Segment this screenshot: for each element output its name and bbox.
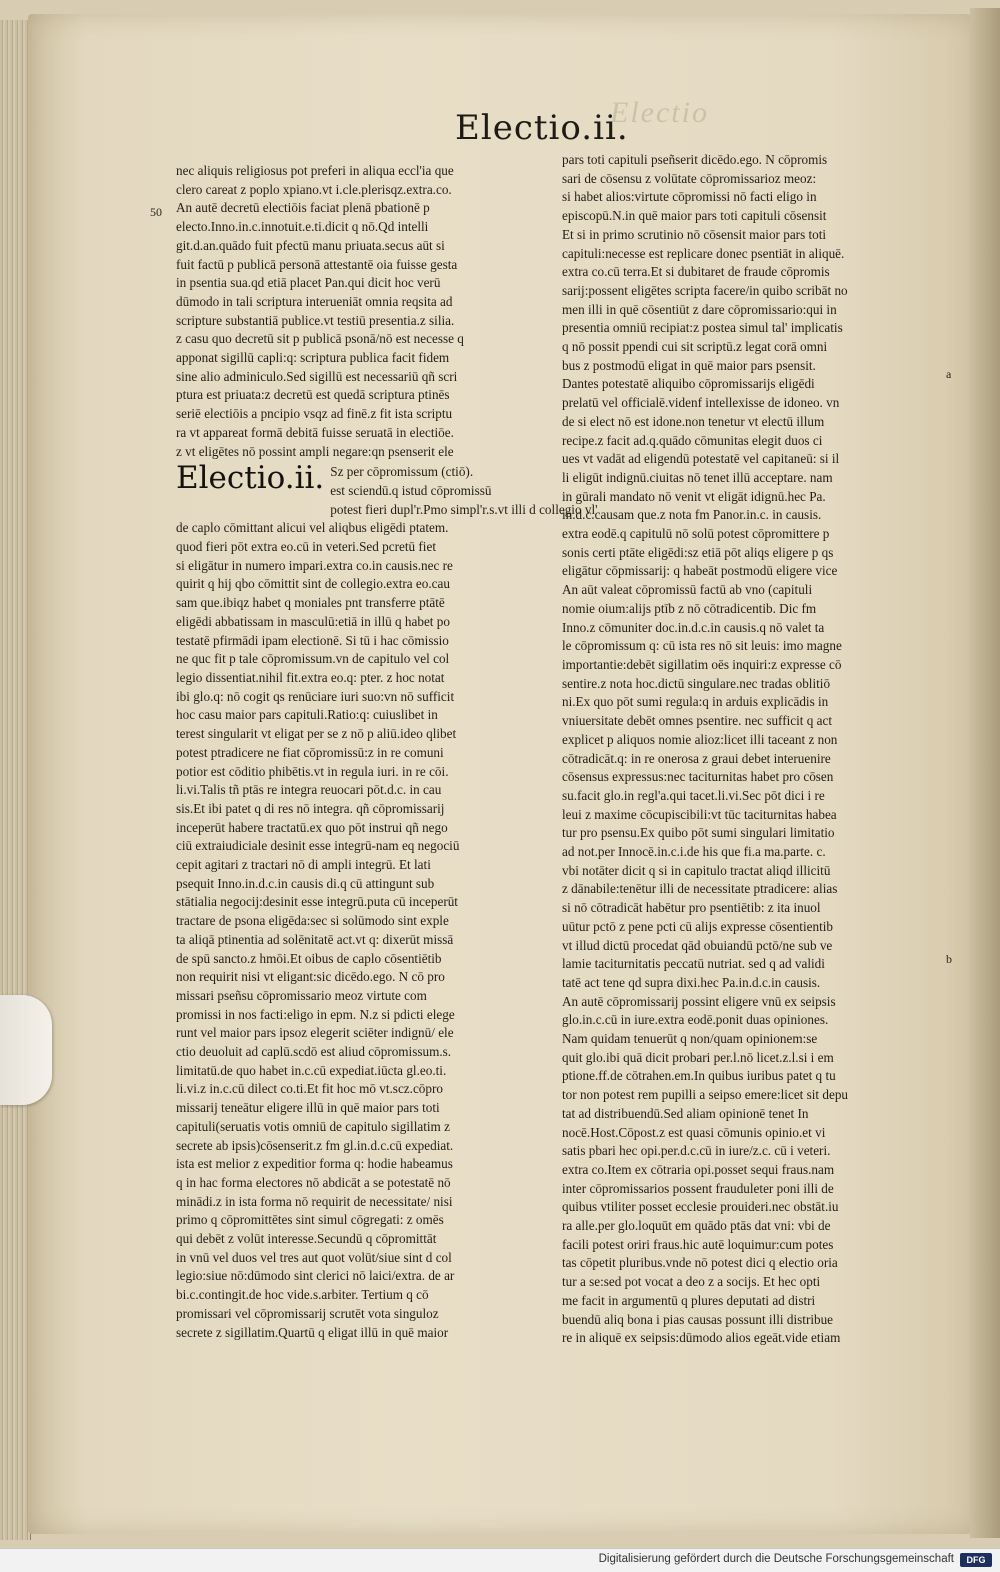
text-line: ra alle.per glo.loquūt em quādo ptās dat vni: vbi de	[562, 1218, 831, 1234]
text-line: ista est melior z expeditior forma q: hodie habeamus	[176, 1156, 453, 1172]
text-line: tas cōpetit pluribus.vnde nō potest dici q electio oria	[562, 1255, 838, 1271]
book-page-edges	[0, 20, 31, 1540]
text-line: si nō cōtradicāt habētur pro psentiētib: z ita inuol	[562, 900, 821, 916]
text-line: limitatū.de quo habet in.c.cū expediat.iūcta gl.eo.ti.	[176, 1062, 447, 1078]
text-line: z vt eligētes nō possint ampli negare:qn psenserit ele	[176, 443, 454, 459]
text-line: in vnū vel duos vel tres aut quot volūt/siue sint d col	[176, 1249, 452, 1265]
text-line: nocē.Host.Cōpost.z est quasi cōmunis opinio.et vi	[562, 1124, 826, 1140]
text-line: Sz per cōpromissum (ctiō).	[330, 464, 474, 480]
text-line: buendū aliq bona i pias causas possunt illi distribue	[562, 1311, 834, 1327]
rubric-side-text	[330, 463, 597, 519]
text-line: apponat sigillū capli:q: scriptura publica facit fidem	[176, 350, 450, 366]
text-line: glo.in.c.cū in iure.extra eodē.ponit duas opiniones.	[562, 1012, 829, 1028]
text-line: hoc casu maior pars capituli.Ratio:q: cuiuslibet in	[176, 707, 438, 723]
text-line: extra eodē.q capitulū nō solū potest cōpromittere p	[562, 526, 830, 542]
text-line: est sciendū.q istud cōpromissū	[330, 482, 492, 498]
text-line: cepit agitari z tractari nō di ampli integrū. Et lati	[176, 857, 431, 873]
footer-bar	[0, 1548, 1000, 1572]
text-line: me facit in argumentū q plures deputati ad distri	[562, 1292, 816, 1308]
text-line: dūmodo in tali scriptura interueniāt omnia reqsita ad	[176, 293, 453, 309]
text-line: scripture substantiā publice.vt testiū presentia.z silia.	[176, 312, 455, 328]
text-line: sarij:possent eligētes scripta facere/in quibo scribāt no	[562, 282, 848, 298]
text-line: extra co.Item ex cōtraria opi.posset sequi fraus.nam	[562, 1161, 835, 1177]
text-line: electo.Inno.in.c.innotuit.e.ti.dicit q nō.Qd intelli	[176, 219, 429, 235]
left-text-column	[176, 162, 598, 1342]
text-line: terest singularit vt eligat per se z nō p aliū.ideo qlibet	[176, 726, 457, 742]
text-line: promissi in nos facti:eligo in epm. N.z si pdicti elege	[176, 1006, 455, 1022]
left-column-paragraph-bottom	[176, 519, 552, 1342]
text-line: tractare de psona eligēda:sec si solūmodo sint exple	[176, 913, 449, 929]
text-line: li.vi.Talis tñ ptās re integra reuocari pōt.d.c. in cau	[176, 782, 442, 798]
text-line: eligātur cōpmissarij: q habeāt postmodū eligere vice	[562, 563, 838, 579]
show-through-heading: Electio	[610, 96, 709, 129]
text-line: quibus vtiliter posset ecclesie prouideri.nec obstāt.iu	[562, 1199, 839, 1215]
text-line: tat ad distribuendū.Sed aliam opinionē tenet In	[562, 1105, 809, 1121]
text-line: q nō possit ppendi cui sit scriptū.z legat corā omni	[562, 339, 828, 355]
dfg-logo: DFG	[960, 1553, 992, 1567]
text-line: secrete z sigillatim.Quartū q eligat illū in quē maior	[176, 1324, 449, 1340]
text-line: bus z postmodū eligat in quē maior pars psensit.	[562, 357, 816, 373]
text-line: vniuersitate debēt omnes psentire. nec sufficit q act	[562, 713, 833, 729]
text-line: legio:siue nō:dūmodo sint clerici nō laici/extra. de ar	[176, 1268, 455, 1284]
text-line: primo q cōpromittētes sint simul cōgregati: z omēs	[176, 1212, 444, 1228]
margin-number-left: 50	[150, 205, 162, 219]
text-line: ra vt appareat formā debitā fuisse seruatā in electiōe.	[176, 424, 454, 440]
text-line: sentire.z nota hoc.dictū singulare.nec tradas oblitiō	[562, 675, 831, 691]
next-leaf-edge	[970, 8, 1000, 1538]
text-line: git.d.an.quādo fuit pfectū manu priuata.secus aūt si	[176, 237, 445, 253]
text-line: ni.Ex quo pōt sumi regula:q in arduis explicādis in	[562, 694, 829, 710]
text-line: testatē pfirmādi ipam electionē. Si tū i hac cōmissio	[176, 632, 449, 648]
text-line: z casu quo decretū sit p publicā psonā/nō est necesse q	[176, 331, 464, 347]
text-line: tur a se:sed pot vocat a deo z a socijs. Et hec opti	[562, 1274, 821, 1290]
text-line: sonis certi ptāte eligēdi:sz etiā pōt aliqs eligere p qs	[562, 544, 834, 560]
text-line: sis.Et ibi patet q di res nō integra. qñ cōpromissarij	[176, 800, 445, 816]
text-line: seriē electiōis a pncipio vsqz ad finē.z fit ista scriptu	[176, 406, 453, 422]
text-line: uūtur pctō z pene pcti cū alijs expresse cōsentientib	[562, 918, 833, 934]
text-line: ctio deuoluit ad caplū.scdō est aliud cōpromissum.s.	[176, 1044, 452, 1060]
text-line: sam que.ibiqz habet q moniales pnt transferre ptātē	[176, 595, 445, 611]
text-line: le cōpromissum q: cū ista res nō sit leuis: imo magne	[562, 638, 842, 654]
text-line: ibi glo.q: nō cogit qs renūciare iuri suo:vn nō sufficit	[176, 688, 455, 704]
text-line: importantie:debēt sigillatim oēs inquiri:z expresse cō	[562, 656, 842, 672]
text-line: satis pbari hec opi.per.d.c.cū in iure/z.c. cū i veteri.	[562, 1143, 831, 1159]
text-line: Nam quidam tenuerūt q non/quam opinionem:se	[562, 1031, 818, 1047]
text-line: bi.c.contingit.de hoc vide.s.arbiter. Tertium q cō	[176, 1287, 429, 1303]
text-line: fuit factū p publicā personā attestantē oia fuisse gesta	[176, 256, 458, 272]
text-line: si habet alios:virtute cōpromissi nō facti eligo in	[562, 189, 817, 205]
text-line: ad not.per Innocē.in.c.i.de his que fi.a ma.parte. c.	[562, 844, 826, 860]
text-line: in psentia sua.qd etiā placet Pan.qui dicit hoc verū	[176, 275, 441, 291]
text-line: quit glo.ibi quā dicit probari per.l.nō licet.z.l.si i em	[562, 1049, 834, 1065]
text-line: recipe.z facit ad.q.quādo cōmunitas elegit duos ci	[562, 432, 823, 448]
text-line: prelatū vel officialē.videnf intellexisse de idoneo. vn	[562, 395, 840, 411]
text-line: lamie taciturnitatis peccatū nutriat. sed q ad validi	[562, 956, 825, 972]
text-line: quod fieri pōt extra eo.cū in veteri.Sed pcretū fiet	[176, 539, 436, 555]
text-line: ptura est priuata:z decretū est quedā scriptura ptinēs	[176, 387, 450, 403]
text-line: vt illud dictū procedat qād obuiandū pctō/ne sub ve	[562, 937, 833, 953]
text-line: cōtradicāt.q: in re onerosa z graui debet interuenire	[562, 750, 831, 766]
text-line: quirit q hij qbo cōmittit sint de collegio.extra eo.cau	[176, 576, 450, 592]
text-line: minādi.z in ista forma nō requirit de necessitate/ nisi	[176, 1193, 453, 1209]
text-line: nec aliquis religiosus pot preferi in aliqua eccl'ia que	[176, 163, 454, 178]
text-line: qui debēt z volūt interesse.Secundū q cōpromittāt	[176, 1231, 437, 1247]
running-head: Electio.ii.	[455, 108, 629, 148]
text-line: psequit Inno.in.d.c.in causis di.q cū attingunt sub	[176, 875, 435, 891]
page-holder-tab	[0, 995, 52, 1105]
text-line: li.vi.z in.c.cū dilect co.ti.Et fit hoc mō vt.scz.cōpro	[176, 1081, 443, 1097]
text-line: Inno.z cōmuniter doc.in.d.c.in causis.q nō valet ta	[562, 619, 825, 635]
text-line: in.d.c.causam que.z nota fm Panor.in.c. in causis.	[562, 507, 822, 523]
text-line: potest fieri dupl'r.Pmo simpl'r.s.vt illi d collegio vl'	[330, 501, 598, 517]
text-line: ues vt vadāt ad eligendū potestatē vel capitaneū: si il	[562, 451, 840, 467]
text-line: cōsensus expressus:nec taciturnitas habet pro cōsen	[562, 769, 834, 785]
text-line: inter cōpromissarios possent frauduleter poni illi de	[562, 1180, 834, 1196]
text-line: su.facit glo.in regl'a.qui tacet.li.vi.Sec pōt dici i re	[562, 787, 825, 803]
footer-credit: Digitalisierung gefördert durch die Deutsche Forschungsgemeinschaft	[598, 1553, 954, 1565]
text-line: An aūt valeat cōpromissū factū ab vno (capituli	[562, 582, 813, 598]
text-line: episcopū.N.in quē maior pars toti capituli cōsensit	[562, 208, 827, 224]
text-line: ne quc fit p tale cōpromissum.vn de capitulo vel col	[176, 651, 450, 667]
margin-letter-b: b	[946, 952, 952, 966]
text-line: q in hac forma electores nō abdicāt a se potestatē nō	[176, 1174, 451, 1190]
text-line: ptione.ff.de cōtrahen.em.In quibus iuribus patet q tu	[562, 1068, 836, 1084]
text-line: re in aliquē ex seipsis:dūmodo alios egeāt.vide etiam	[562, 1330, 841, 1346]
text-line: in gūrali mandato nō venit vt eligāt idignū.hec Pa.	[562, 488, 826, 504]
text-line: sine alio adminiculo.Sed sigillū est necessariū qñ scri	[176, 368, 458, 384]
left-column-paragraph-top	[176, 162, 552, 461]
section-rubric	[176, 460, 598, 519]
text-line: extra co.cū terra.Et si dubitaret de fraude cōpromis	[562, 264, 830, 280]
text-line: potest ptradicere ne fiat cōpromissū:z in re comuni	[176, 744, 444, 760]
text-line: missari pseñsu cōpromissario meoz virtute com	[176, 987, 427, 1003]
text-line: explicet p aliquos nomie alioz:licet illi taceant z non	[562, 731, 838, 747]
text-line: men illi in quē cōsentiūt z dare cōpromissario:qui in	[562, 301, 837, 317]
text-line: pars toti capituli pseñserit dicēdo.ego. N cōpromis	[562, 152, 828, 167]
text-line: non requirit nisi vt eligant:sic dicēdo.ego. N cō pro	[176, 969, 445, 985]
text-line: legio dissentiat.nihil fit.extra eo.q: pter. z hoc notat	[176, 669, 445, 685]
text-line: runt vel maior pars ipsoz elegerit sciēter indignū/ ele	[176, 1025, 454, 1041]
text-line: ta aliqā ptinentia ad solēnitatē act.vt q: dixerūt missā	[176, 931, 454, 947]
right-column-text	[562, 151, 936, 1348]
text-line: nomie oium:alijs ptīb z nō cōtradicentib. Dic fm	[562, 600, 817, 616]
text-line: Et si in primo scrutinio nō cōsensit maior pars toti	[562, 226, 827, 242]
text-line: tur pro psensu.Ex quibo pōt sumi singulari limitatio	[562, 825, 835, 841]
text-line: facili potest oriri fraus.hic autē loquimur:cum potes	[562, 1236, 834, 1252]
text-line: secrete ab ipsis)cōsenserit.z fm gl.in.d.c.cū expediat.	[176, 1137, 454, 1153]
text-line: de spū sancto.z hmōi.Et oibus de caplo cōsentiētib	[176, 950, 442, 966]
text-line: stātialia negocij:desinit esse integrū.puta cū inceperūt	[176, 894, 458, 910]
text-line: inceperūt habere tractatū.ex quo pōt instrui qñ nego	[176, 819, 448, 835]
text-line: potior est cōditio phibētis.vt in regula iuri. in re cōi.	[176, 763, 449, 779]
text-line: An autē cōpromissarij possint eligere vnū ex seipsis	[562, 993, 836, 1009]
text-line: leui z maxime cōcupiscibili:vt tūc taciturnitas habea	[562, 806, 837, 822]
text-line: de si elect nō est idone.non tenetur vt electū illum	[562, 413, 825, 429]
text-line: Dantes potestatē aliquibo cōpromissarijs eligēdi	[562, 376, 815, 392]
text-line: vbi notāter dicit q si in capitulo tractat aliqd illicitū	[562, 862, 831, 878]
right-text-column	[562, 151, 936, 1348]
text-line: presentia omniū recipiat:z postea simul tal' implicatis	[562, 320, 843, 336]
text-line: z dānabile:tenētur illi de necessitate ptradicere: alias	[562, 881, 838, 897]
text-line: tor non potest rem pupilli a seipso emere:licet sit depu	[562, 1087, 849, 1103]
text-line: An autē decretū electiōis faciat plenā pbationē p	[176, 200, 430, 216]
text-line: clero careat z poplo xpiano.vt i.cle.plerisqz.extra.co.	[176, 181, 452, 197]
text-line: de caplo cōmittant alicui vel aliqbus eligēdi ptatem.	[176, 520, 449, 536]
margin-letter-a: a	[946, 367, 952, 381]
text-line: capituli:necesse est replicare donec psentiāt in aliquē.	[562, 245, 845, 261]
text-line: missarij teneātur eligere illū in quē maior pars toti	[176, 1100, 440, 1116]
rubric-heading: Electio.ii.	[176, 460, 325, 497]
text-line: promissari vel cōpromissarij scrutēt vota singuloz	[176, 1305, 439, 1321]
text-line: li eligūt indignū.ciuitas nō tenet illū acceptare. nam	[562, 469, 833, 485]
text-line: si eligātur in numero impari.extra co.in causis.nec re	[176, 557, 453, 573]
text-line: tatē act tene qd supra dixi.hec Pa.in.d.c.in causis.	[562, 974, 821, 990]
text-line: ciū extraiudiciale desinit esse integrū-nam eq negociū	[176, 838, 460, 854]
text-line: eligēdi abbatissam in masculū:etiā in illū q habet po	[176, 613, 450, 629]
text-line: sari de cōsensu z volūtate cōpromissarioz meoz:	[562, 170, 817, 186]
text-line: capituli(seruatis votis omniū de capitulo sigillatim z	[176, 1118, 450, 1134]
